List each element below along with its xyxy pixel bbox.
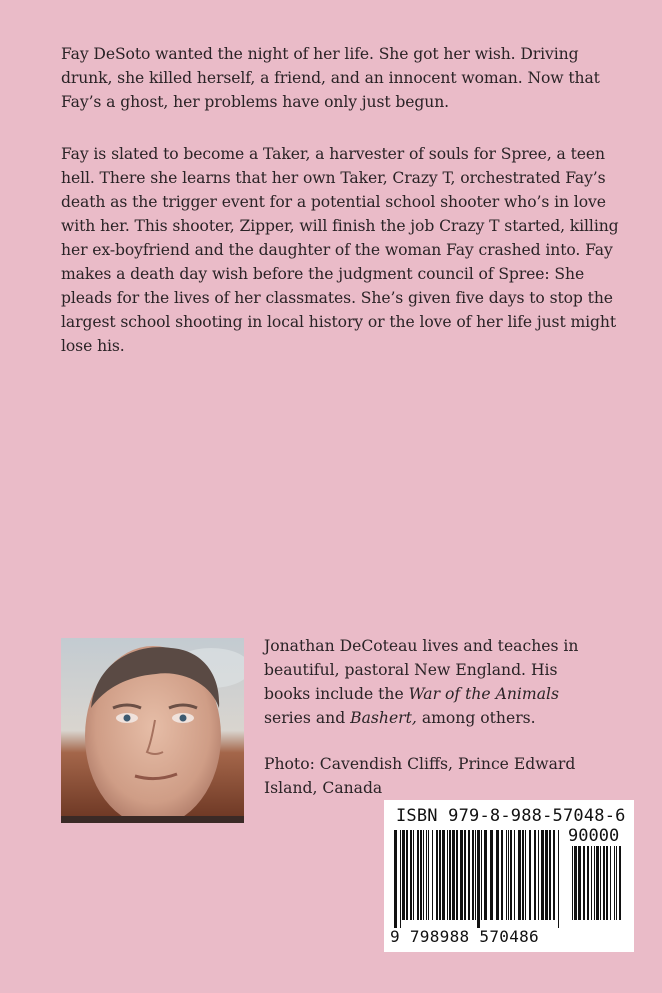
barcode-bar: [496, 830, 499, 920]
barcode-bar: [456, 830, 458, 920]
barcode-bar: [472, 830, 474, 920]
barcode-bar: [587, 846, 589, 920]
barcode-bar: [420, 830, 422, 920]
author-bio-text: [264, 634, 604, 730]
barcode-bar: [506, 830, 507, 920]
barcode-bar: [406, 830, 408, 920]
barcode-bar: [508, 830, 509, 920]
barcode-bar: [600, 846, 601, 920]
photo-credit: Photo: Cavendish Cliffs, Prince Edward Island, Canada: [264, 755, 576, 797]
barcode-bar: [610, 846, 611, 920]
ean-barcode-bars: [392, 830, 564, 928]
barcode-bar: [447, 830, 448, 920]
barcode-bar: [596, 846, 599, 920]
barcode-bar: [514, 830, 515, 920]
barcode-bar: [452, 830, 455, 920]
barcode-bar: [614, 846, 615, 920]
isbn-barcode: [384, 800, 634, 952]
barcode-bar: [449, 830, 451, 920]
barcode-bar: [436, 830, 438, 920]
barcode-bar: [578, 846, 581, 920]
barcode-bar: [400, 830, 401, 928]
barcode-bar: [423, 830, 424, 920]
barcode-bar: [490, 830, 493, 920]
barcode-bar: [417, 830, 419, 920]
author-bio: [264, 634, 604, 822]
barcode-bar: [501, 830, 503, 920]
barcode-bar: [529, 830, 531, 920]
barcode-bar: [549, 830, 551, 920]
barcode-bar: [475, 830, 476, 920]
series-title: War of the Animals: [408, 685, 559, 703]
barcode-bar: [518, 830, 521, 920]
barcode-bar: [394, 830, 397, 928]
barcode-bar: [603, 846, 605, 920]
bio-intro: Jonathan DeCoteau lives and teaches in beautiful, pastoral New England. His books include the: [264, 637, 579, 703]
barcode-bar: [481, 830, 482, 920]
barcode-bar: [402, 830, 405, 920]
barcode-bar: [410, 830, 412, 920]
barcode-bar: [591, 846, 592, 920]
barcode-bar: [468, 830, 470, 920]
author-portrait-image: [61, 638, 244, 823]
addon-barcode-bars: [570, 846, 626, 928]
barcode-bar: [477, 830, 480, 928]
barcode-bar: [606, 846, 608, 920]
barcode-bar: [594, 846, 595, 920]
book-title: Bashert,: [350, 709, 417, 727]
barcode-bar: [413, 830, 414, 920]
barcode-bar: [525, 830, 526, 920]
barcode-bar: [583, 846, 585, 920]
barcode-bar: [545, 830, 548, 920]
barcode-bar: [426, 830, 427, 920]
barcode-bar: [432, 830, 433, 920]
barcode-bar: [484, 830, 487, 920]
barcode-bar: [538, 830, 539, 920]
barcode-bar: [460, 830, 463, 920]
barcode-bar: [464, 830, 466, 920]
barcode-bar: [541, 830, 544, 920]
isbn-label: ISBN 979-8-988-57048-6: [396, 806, 626, 826]
barcode-bar: [439, 830, 441, 920]
author-photo: [61, 638, 244, 823]
barcode-bar: [572, 846, 573, 920]
barcode-bar: [442, 830, 445, 920]
barcode-bar: [534, 830, 536, 920]
barcode-bar: [510, 830, 512, 920]
barcode-bar: [574, 846, 577, 920]
barcode-digits: 9 798988 570486: [390, 927, 539, 946]
barcode-bar: [616, 846, 617, 920]
bio-end: among others.: [416, 709, 536, 727]
blurb-paragraph-2: Fay is slated to become a Taker, a harvester of souls for Spree, a teen hell. There she learns that her own Taker, Crazy T, orchestrated Fay’s death as the trigger event for a potential school shooter who’s in love with her. This shooter, Zipper, will finish the job Crazy T started, killing her ex-boyfriend and the daughter of the woman Fay crashed into. Fay makes a death day wish before the judgment council of Spree: She pleads for the lives of her classmates. She’s given five days to stop the largest school shooting in local history or the love of her life just might lose his.: [61, 145, 619, 355]
price-code: 90000: [568, 826, 620, 846]
barcode-bar: [558, 830, 559, 928]
bio-mid: series and: [264, 709, 351, 727]
barcode-bar: [522, 830, 524, 920]
back-cover-blurb: [61, 42, 621, 386]
barcode-bar: [553, 830, 555, 920]
blurb-paragraph-1: Fay DeSoto wanted the night of her life. She got her wish. Driving drunk, she killed herself, a friend, and an innocent woman. Now that Fay’s a ghost, her problems have only just begun.: [61, 45, 600, 111]
barcode-bar: [619, 846, 621, 920]
barcode-bar: [428, 830, 429, 920]
